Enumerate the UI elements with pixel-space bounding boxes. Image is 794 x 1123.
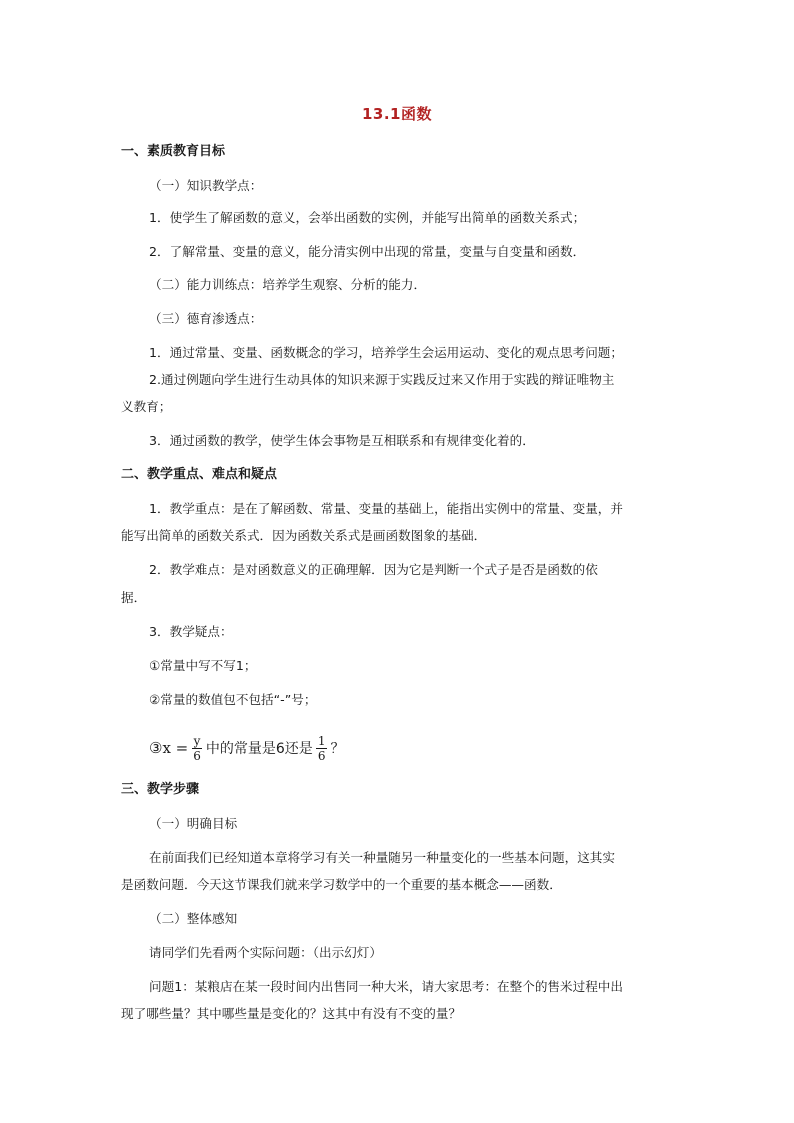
subheading-ability: （二）能力训练点：培养学生观察、分析的能力． bbox=[149, 277, 427, 292]
document-title: 13.1函数 bbox=[361, 105, 432, 123]
fraction-numerator: 1 bbox=[317, 733, 326, 748]
paragraph-line: 2．了解常量、变量的意义，能分清实例中出现的常量，变量与自变量和函数． bbox=[149, 244, 586, 259]
fraction-denominator: 6 bbox=[193, 748, 201, 763]
subheading-knowledge: （一）知识教学点： bbox=[149, 178, 263, 193]
paragraph-line: 问题1：某粮店在某一段时间内出售同一种大米，请大家思考：在整个的售米过程中出 bbox=[149, 979, 623, 994]
paragraph-line: 是函数问题．今天这节课我们就来学习数学中的一个重要的基本概念——函数． bbox=[121, 877, 562, 892]
formula-middle-text: 中的常量是6还是 bbox=[205, 741, 313, 757]
paragraph-line: 3．通过函数的教学，使学生体会事物是互相联系和有规律变化着的． bbox=[149, 433, 535, 448]
formula-prefix: ③x = bbox=[149, 739, 189, 757]
section-heading-key-points: 二、教学重点、难点和疑点 bbox=[121, 467, 278, 482]
paragraph-line: 3．教学疑点： bbox=[149, 624, 233, 639]
paragraph-line: 请同学们先看两个实际问题：（出示幻灯） bbox=[149, 945, 382, 960]
list-item: ①常量中写不写1； bbox=[149, 658, 257, 673]
subheading-moral: （三）德育渗透点： bbox=[149, 311, 263, 326]
subheading-clear-goal: （一）明确目标 bbox=[149, 816, 238, 831]
section-heading-steps: 三、教学步骤 bbox=[121, 782, 200, 797]
paragraph-line: 义教育； bbox=[121, 399, 172, 414]
formula-suffix: ？ bbox=[330, 741, 345, 757]
list-item: ②常量的数值包不包括“-”号； bbox=[149, 692, 317, 707]
paragraph-line: 据． bbox=[121, 590, 147, 605]
section-heading-goals: 一、素质教育目标 bbox=[121, 144, 226, 159]
paragraph-line: 在前面我们已经知道本章将学习有关一种量随另一种量变化的一些基本问题，这其实 bbox=[149, 850, 615, 865]
paragraph-line: 2.通过例题向学生进行生动具体的知识来源于实践反过来又作用于实践的辩证唯物主 bbox=[149, 372, 615, 387]
math-formula bbox=[149, 728, 344, 768]
fraction-1-over-6 bbox=[316, 734, 328, 763]
paragraph-line: 1．使学生了解函数的意义，会举出函数的实例，并能写出简单的函数关系式； bbox=[149, 210, 586, 225]
paragraph-line: 现了哪些量？其中哪些量是变化的？这其中有没有不变的量？ bbox=[121, 1006, 462, 1021]
paragraph-line: 1．通过常量、变量、函数概念的学习，培养学生会运用运动、变化的观点思考问题； bbox=[149, 345, 623, 360]
fraction-numerator: y bbox=[193, 733, 201, 748]
paragraph-line: 2．教学难点：是对函数意义的正确理解．因为它是判断一个式子是否是函数的依 bbox=[149, 562, 598, 577]
paragraph-line: 1．教学重点：是在了解函数、常量、变量的基础上，能指出实例中的常量、变量，并 bbox=[149, 501, 623, 516]
subheading-overall: （二）整体感知 bbox=[149, 911, 238, 926]
paragraph-line: 能写出简单的函数关系式．因为函数关系式是画函数图象的基础． bbox=[121, 528, 487, 543]
fraction-y-over-6 bbox=[191, 734, 203, 763]
fraction-denominator: 6 bbox=[317, 748, 326, 763]
